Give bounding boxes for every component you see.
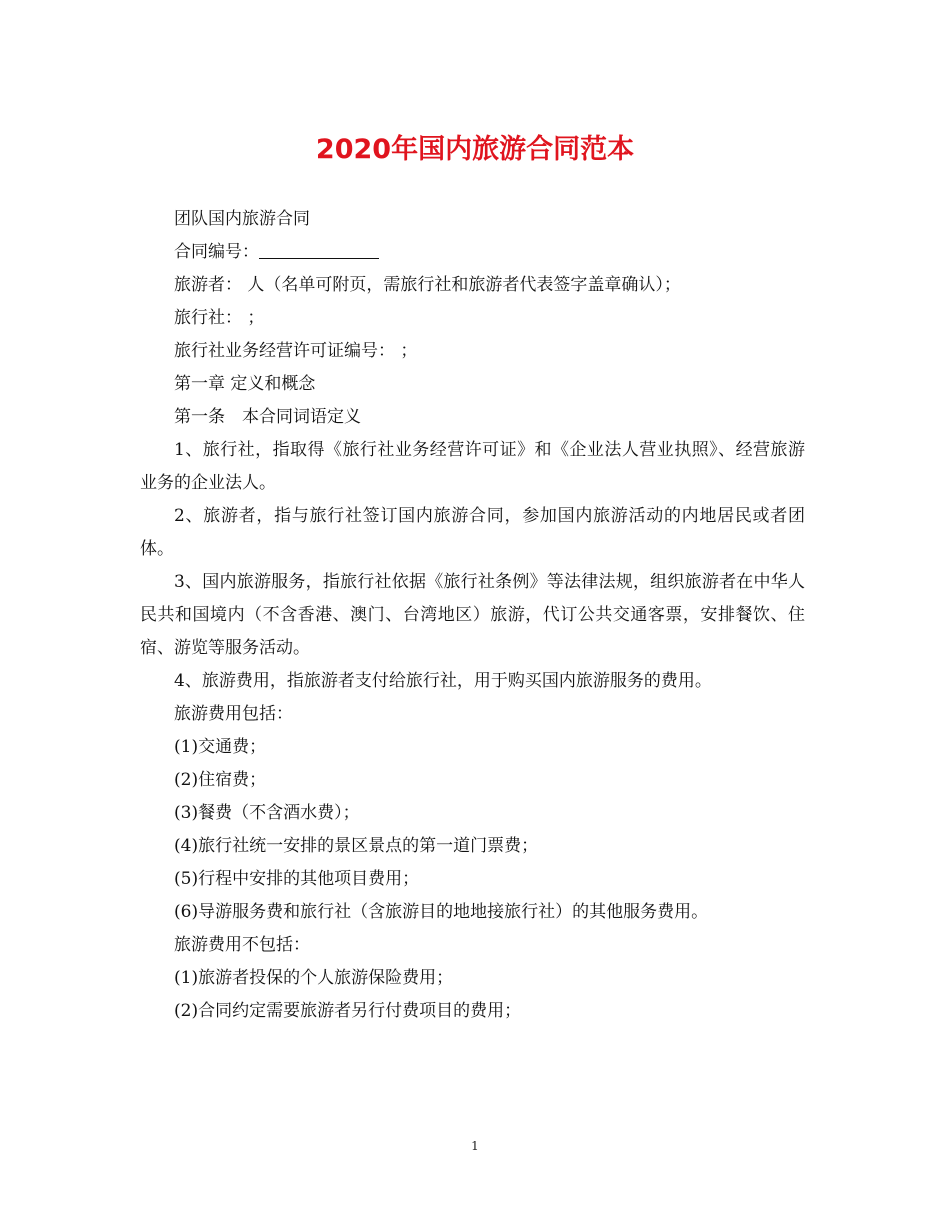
list-item: (6)导游服务费和旅行社（含旅游目的地地接旅行社）的其他服务费用。	[174, 902, 709, 922]
page-number: 1	[471, 1139, 479, 1153]
list-item: (5)行程中安排的其他项目费用；	[174, 869, 420, 889]
contract-name: 团队国内旅游合同	[174, 209, 310, 229]
fees-included-heading: 旅游费用包括：	[174, 704, 293, 724]
agency-line: 旅行社： ；	[174, 308, 265, 328]
document-title: 2020年国内旅游合同范本	[315, 134, 635, 165]
list-item: (3)餐费（不含酒水费）；	[174, 803, 360, 823]
document-body	[140, 203, 805, 1028]
definition-paragraph-2: 2、旅游者，指与旅行社签订国内旅游合同，参加国内旅游活动的内地居民或者团体。	[140, 506, 805, 559]
list-item: (1)旅游者投保的个人旅游保险费用；	[174, 968, 454, 988]
list-item: (2)合同约定需要旅游者另行付费项目的费用；	[174, 1001, 522, 1021]
contract-number-label: 合同编号：	[174, 242, 259, 262]
definition-paragraph-1: 1、旅行社，指取得《旅行社业务经营许可证》和《企业法人营业执照》、经营旅游业务的企业法人。	[140, 440, 805, 493]
tourist-line: 旅游者： 人（名单可附页，需旅行社和旅游者代表签字盖章确认）；	[174, 275, 681, 295]
list-item: (4)旅行社统一安排的景区景点的第一道门票费；	[174, 836, 539, 856]
list-item: (1)交通费；	[174, 737, 267, 757]
definition-paragraph-3: 3、国内旅游服务，指旅行社依据《旅行社条例》等法律法规，组织旅游者在中华人民共和国境内（不含香港、澳门、台湾地区）旅游，代订公共交通客票，安排餐饮、住宿、游览等服务活动。	[140, 572, 805, 658]
chapter-heading: 第一章 定义和概念	[174, 374, 316, 394]
definition-paragraph-4: 4、旅游费用，指旅游者支付给旅行社，用于购买国内旅游服务的费用。	[174, 671, 712, 691]
license-number-line: 旅行社业务经营许可证编号： ；	[174, 341, 418, 361]
list-item: (2)住宿费；	[174, 770, 267, 790]
fees-excluded-heading: 旅游费用不包括：	[174, 935, 310, 955]
contract-number-blank[interactable]	[259, 242, 379, 259]
contract-number-line	[140, 236, 805, 269]
article-heading: 第一条 本合同词语定义	[174, 407, 361, 427]
